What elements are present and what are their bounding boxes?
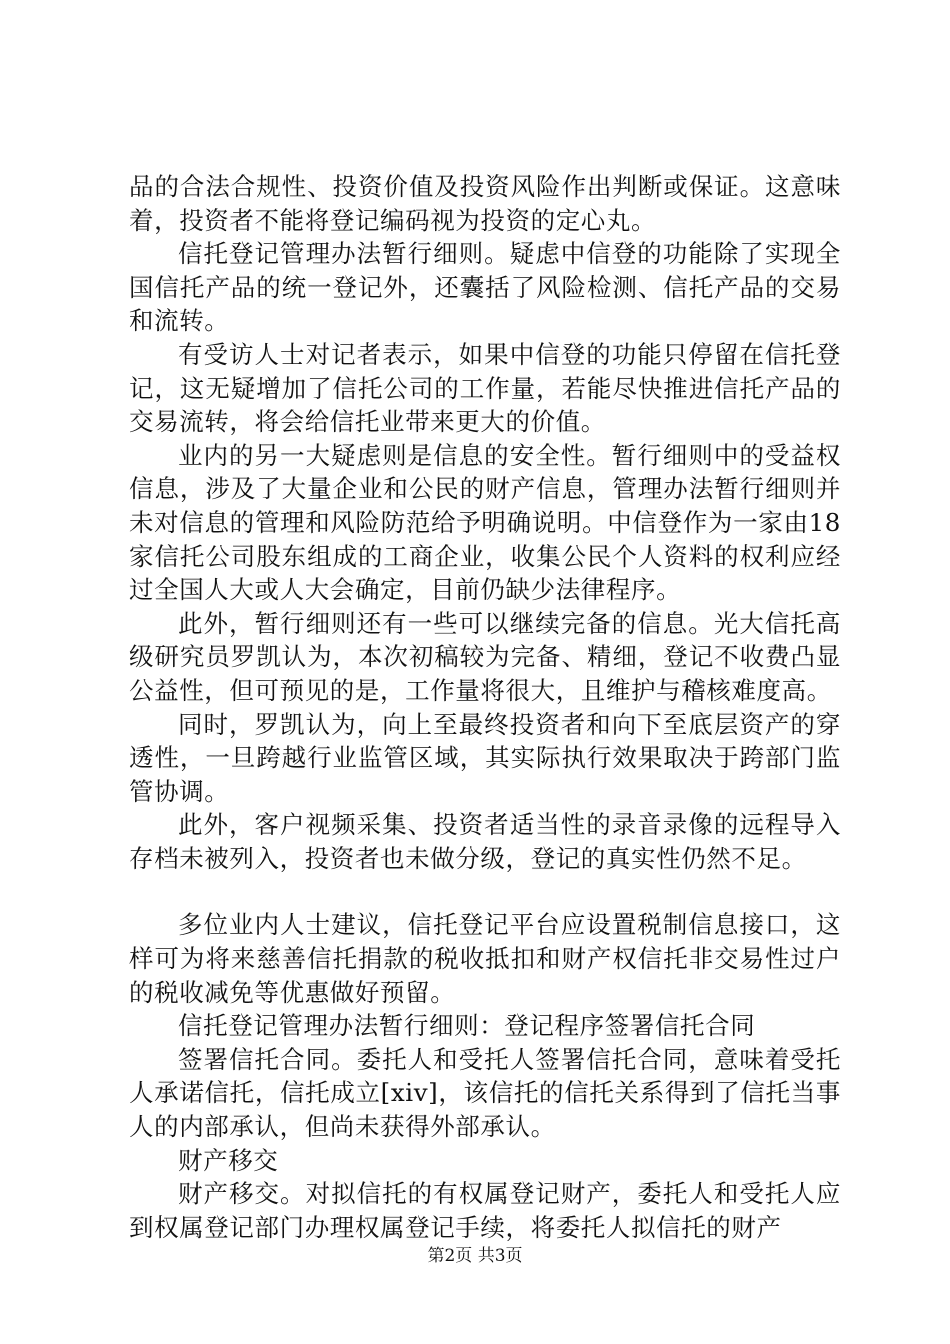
paragraph-penetration: 同时，罗凯认为，向上至最终投资者和向下至底层资产的穿透性，一旦跨越行业监管区域，其实际执行效果取决于跨部门监管协调。 bbox=[129, 709, 841, 806]
paragraph-interviewee: 有受访人士对记者表示，如果中信登的功能只停留在信托登记，这无疑增加了信托公司的工作量，若能尽快推进信托产品的交易流转，将会给信托业带来更大的价值。 bbox=[129, 339, 841, 437]
section-heading-procedure: 信托登记管理办法暂行细则：登记程序签署信托合同 bbox=[178, 1011, 756, 1041]
paragraph-video-collection: 此外，客户视频采集、投资者适当性的录音录像的远程导入存档未被列入，投资者也未做分级，登记的真实性仍然不足。 bbox=[129, 810, 841, 873]
paragraph-information-security: 业内的另一大疑虑则是信息的安全性。暂行细则中的受益权信息，涉及了大量企业和公民的财产信息，管理办法暂行细则并未对信息的管理和风险防范给予明确说明。中信登作为一家由18家信托公司股东组成的工商企业，收集公民个人资料的权利应经过全国人大或人大会确定，目前仍缺少法律程序。 bbox=[129, 440, 841, 605]
paragraph-sign-contract: 签署信托合同。委托人和受托人签署信托合同，意味着受托人承诺信托，信托成立[xiv]，该信托的信托关系得到了信托当事人的内部承认，但尚未获得外部承认。 bbox=[129, 1044, 841, 1142]
page-number-footer: 第2页 共3页 bbox=[427, 1246, 523, 1266]
document-body bbox=[129, 170, 841, 1244]
paragraph-continued: 品的合法合规性、投资价值及投资风险作出判断或保证。这意味着，投资者不能将登记编码视为投资的定心丸。 bbox=[129, 172, 841, 235]
paragraph-property-transfer: 财产移交。对拟信托的有权属登记财产，委托人和受托人应到权属登记部门办理权属登记手续，将委托人拟信托的财产 bbox=[129, 1179, 841, 1242]
paragraph-registration-rules: 信托登记管理办法暂行细则。疑虑中信登的功能除了实现全国信托产品的统一登记外，还囊括了风险检测、信托产品的交易和流转。 bbox=[129, 239, 841, 336]
section-heading-property-transfer: 财产移交 bbox=[178, 1145, 279, 1175]
paragraph-researcher-view: 此外，暂行细则还有一些可以继续完备的信息。光大信托高级研究员罗凯认为，本次初稿较为完备、精细，登记不收费凸显公益性，但可预见的是，工作量将很大，且维护与稽核难度高。 bbox=[129, 608, 841, 705]
paragraph-tax-interface: 多位业内人士建议，信托登记平台应设置税制信息接口，这样可为将来慈善信托捐款的税收抵扣和财产权信托非交易性过户的税收减免等优惠做好预留。 bbox=[129, 910, 841, 1007]
